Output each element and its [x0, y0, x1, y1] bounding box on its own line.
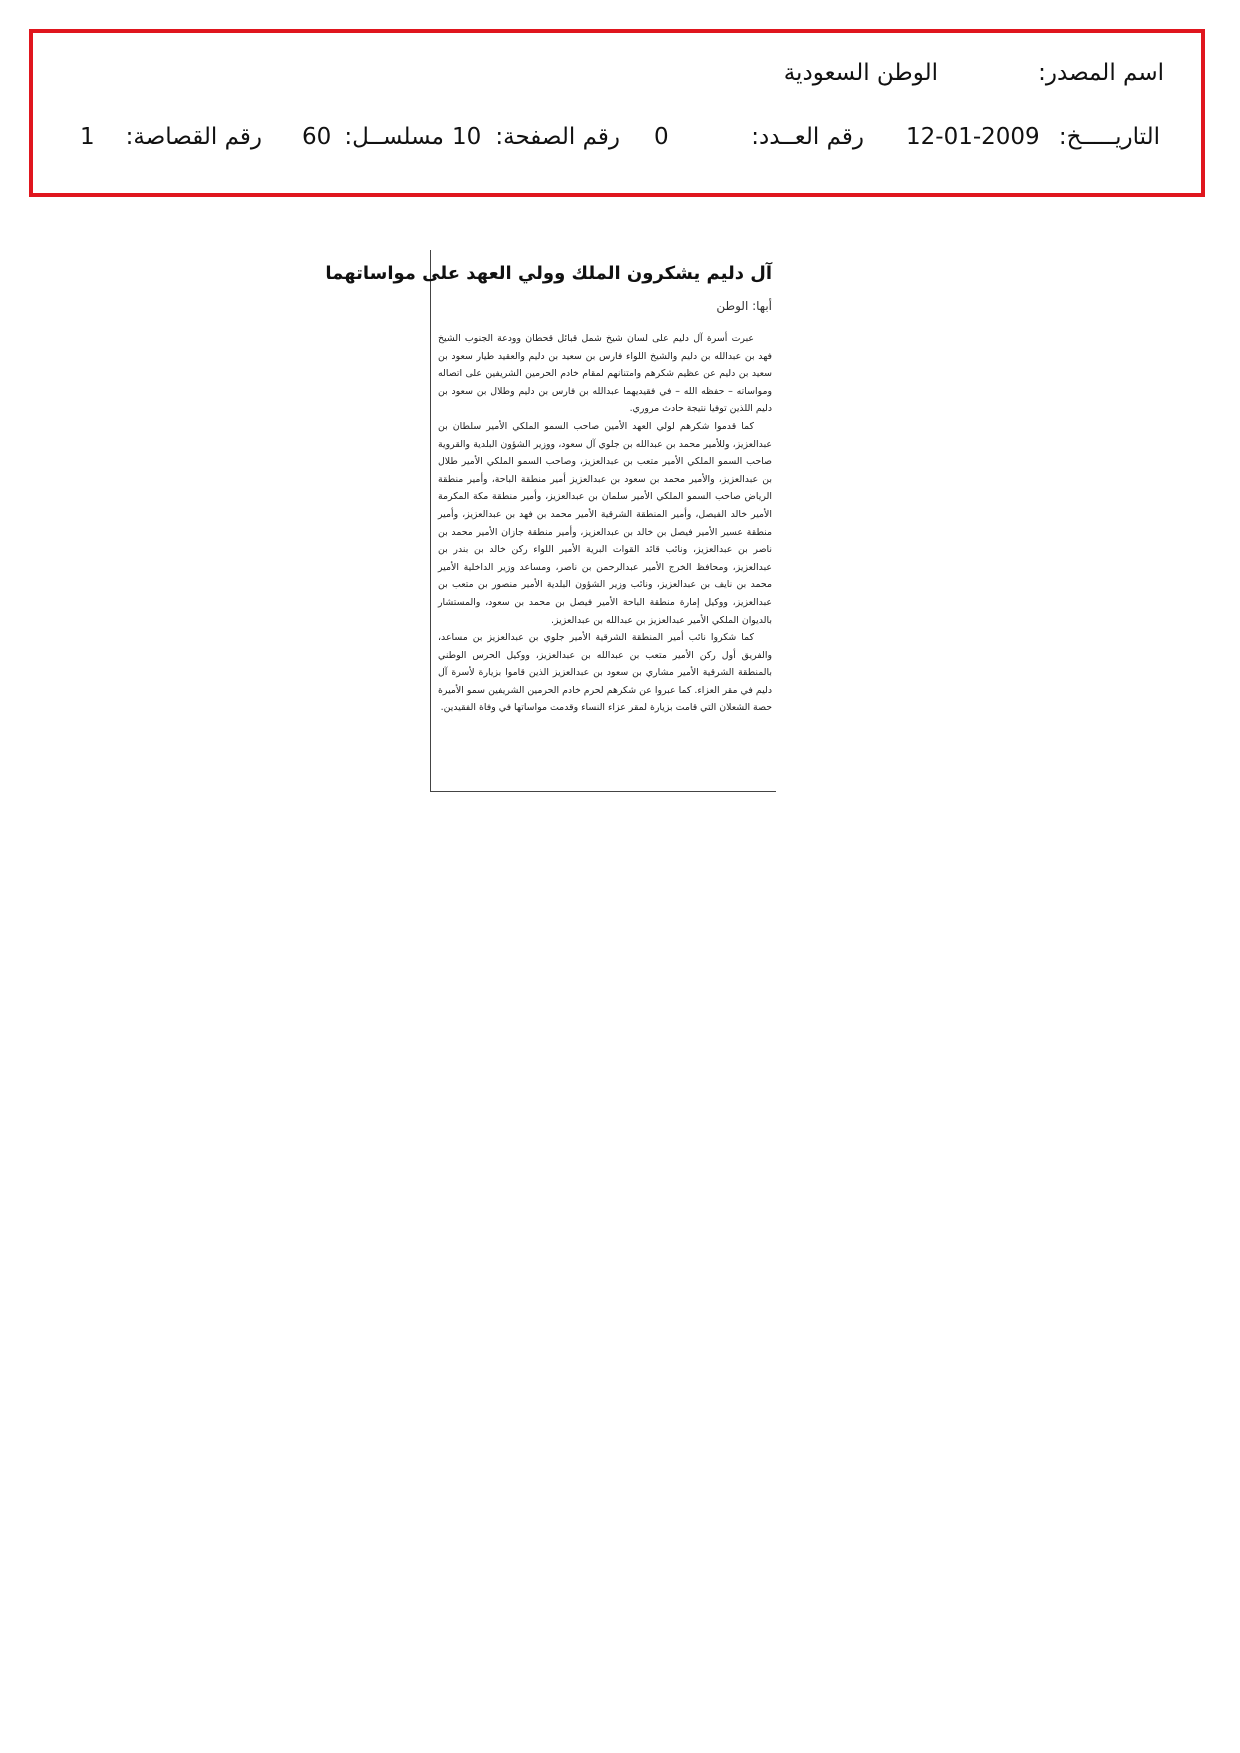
article-paragraph: كما شكروا نائب أمير المنطقة الشرقية الأمير جلوي بن عبدالعزيز بن مساعد، والفريق أول ركن الأمير متعب بن عبدالله بن عبدالعزيز، ووكيل الحرس الوطني بالمنطقة الشرقية الأمير مشاري بن سعود بن عبدالعزيز الذين قاموا بزيارة لأسرة آل دليم في مقر العزاء. كما عبروا عن شكرهم لحرم خادم الحرمين الشريفين سمو الأميرة حصة الشعلان التي قامت بزيارة لمقر عزاء النساء وقدمت مواساتها في وفاة الفقيدين.	[438, 632, 772, 714]
article-headline: آل دليم يشكرون الملك وولي العهد على مواساتهما	[325, 263, 772, 284]
date-value: 12-01-2009	[906, 124, 1040, 150]
serial-label: مسلســل:	[344, 124, 444, 150]
newspaper-clipping	[325, 250, 776, 792]
article-byline: أبها: الوطن	[716, 299, 772, 313]
article-paragraph: كما قدموا شكرهم لولي العهد الأمين صاحب السمو الملكي الأمير سلطان بن عبدالعزيز، وللأمير محمد بن عبدالله بن جلوي آل سعود، ووزير الشؤون البلدية والقروية صاحب السمو الملكي الأمير متعب بن عبدالعزيز، وصاحب السمو الملكي الأمير طلال بن عبدالعزيز، والأمير محمد بن سعود بن عبدالعزيز أمير منطقة الباحة، وأمير منطقة الرياض صاحب السمو الملكي الأمير سلمان بن عبدالعزيز، وأمير منطقة مكة المكرمة الأمير خالد الفيصل، وأمير المنطقة الشرقية الأمير محمد بن فهد بن عبدالعزيز، وأمير منطقة عسير الأمير فيصل بن خالد بن عبدالعزيز، وأمير منطقة جازان الأمير محمد بن ناصر بن عبدالعزيز، ونائب قائد القوات البرية الأمير اللواء ركن خالد بن بندر بن عبدالعزيز، ومحافظ الخرج الأمير عبدالرحمن بن ناصر، ومساعد وزير الداخلية الأمير محمد بن نايف بن عبدالعزيز، ونائب وزير الشؤون البلدية الأمير منصور بن متعب بن عبدالعزيز، ووكيل إمارة منطقة الباحة الأمير فيصل بن محمد بن سعود، والمستشار بالديوان الملكي الأمير عبدالعزيز بن عبدالله بن عبدالعزيز.	[438, 420, 772, 626]
issue-value: 0	[654, 124, 669, 150]
page-label: رقم الصفحة:	[495, 124, 620, 150]
clip-number-label: رقم القصاصة:	[125, 124, 262, 150]
source-value: الوطن السعودية	[783, 60, 938, 86]
article-body	[438, 330, 772, 717]
page-value: 10	[452, 124, 482, 150]
date-label: التاريـــــخ:	[1058, 124, 1160, 150]
article-paragraph: عبرت أسرة آل دليم على لسان شيخ شمل قبائل قحطان وودعة الجنوب الشيخ فهد بن عبدالله بن دليم والشيخ اللواء فارس بن سعيد بن دليم والعقيد طيار سعود بن سعيد بن دليم عن عظيم شكرهم وامتنانهم لمقام خادم الحرمين الشريفين على اتصاله ومواساته – حفظه الله – في فقيديهما عبدالله بن فارس بن دليم وطلال بن سعود بن دليم اللذين توفيا نتيجة حادث مروري.	[438, 333, 772, 415]
source-label: اسم المصدر:	[1038, 60, 1164, 86]
clipping-metadata-box	[29, 29, 1205, 197]
clip-number-value: 1	[80, 124, 95, 150]
serial-value: 60	[302, 124, 332, 150]
issue-label: رقم العــدد:	[751, 124, 864, 150]
